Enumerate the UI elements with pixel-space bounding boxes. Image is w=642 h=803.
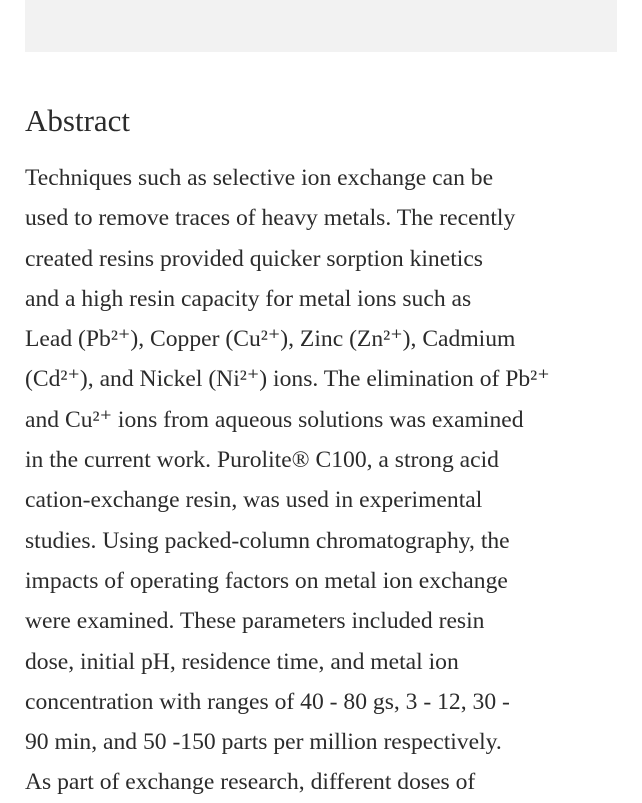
abstract-line: impacts of operating factors on metal ion exchange: [25, 567, 508, 594]
abstract-line: cation-exchange resin, was used in experimental: [25, 487, 483, 514]
abstract-line: Techniques such as selective ion exchange can be: [25, 165, 494, 191]
abstract-line: As part of exchange research, different doses of: [25, 769, 476, 796]
section-heading: Abstract: [25, 103, 131, 138]
abstract-paragraph: [25, 158, 625, 803]
abstract-line: and a high resin capacity for metal ions such as: [25, 285, 472, 312]
abstract-line: created resins provided quicker sorption kinetics: [25, 245, 483, 272]
top-placeholder-box: [25, 0, 617, 52]
abstract-line: 90 min, and 50 -150 parts per million respectively.: [25, 729, 502, 756]
abstract-line: concentration with ranges of 40 - 80 gs, 3 - 12, 30 -: [25, 688, 510, 715]
abstract-line: dose, initial pH, residence time, and metal ion: [25, 648, 459, 675]
abstract-line: Lead (Pb²⁺), Copper (Cu²⁺), Zinc (Zn²⁺), Cadmium: [25, 326, 516, 353]
abstract-line: studies. Using packed-column chromatography, the: [25, 527, 510, 554]
abstract-line: and Cu²⁺ ions from aqueous solutions was examined: [25, 406, 524, 433]
abstract-line: were examined. These parameters included resin: [25, 608, 485, 635]
abstract-line: (Cd²⁺), and Nickel (Ni²⁺) ions. The elimination of Pb²⁺: [25, 366, 550, 393]
abstract-line: in the current work. Purolite® C100, a strong acid: [25, 447, 499, 474]
abstract-line: used to remove traces of heavy metals. The recently: [25, 205, 516, 232]
